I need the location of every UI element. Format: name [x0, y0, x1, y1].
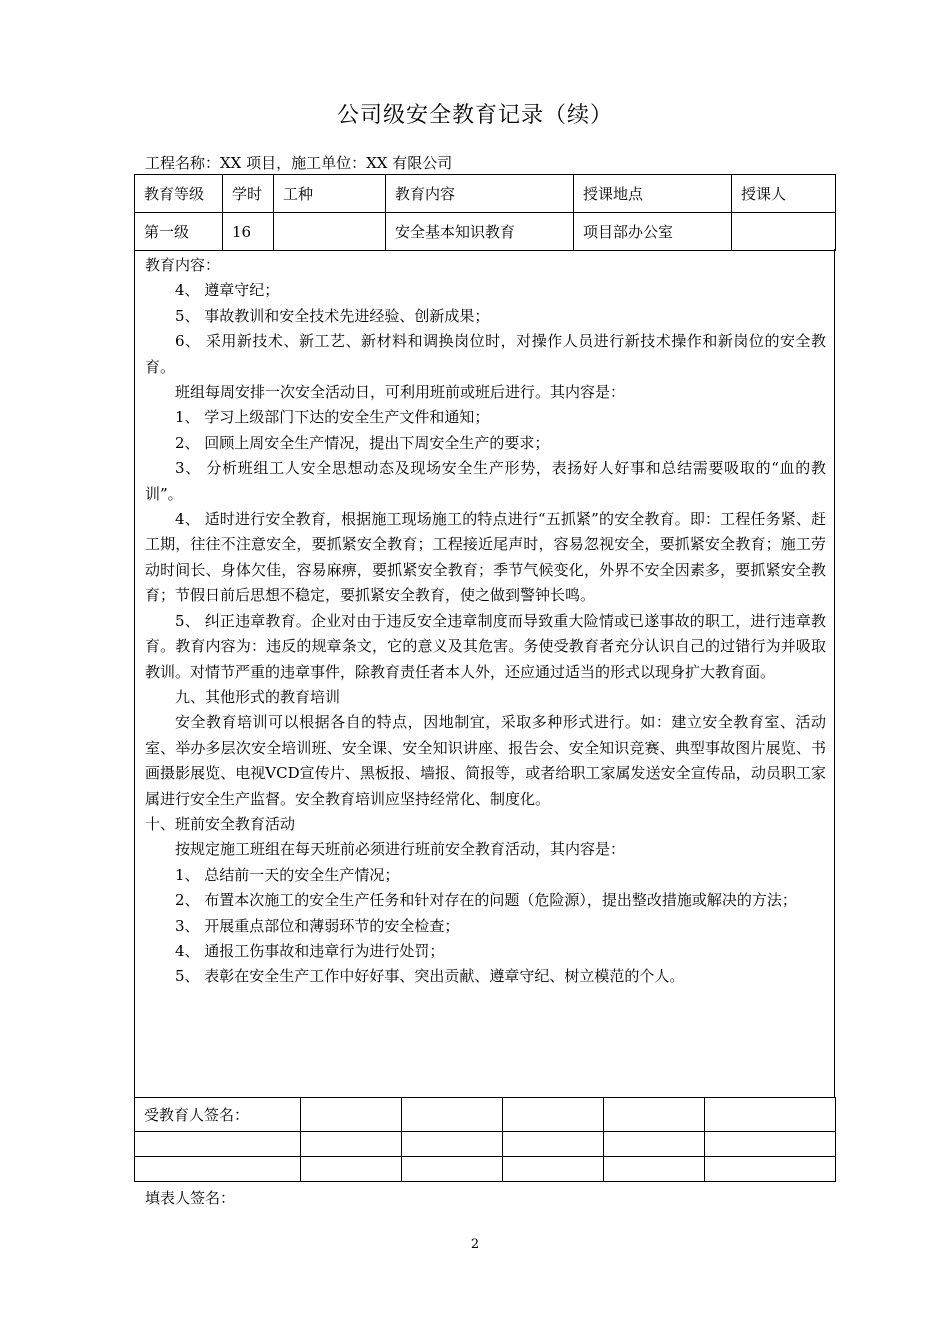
page-number: 2: [470, 1237, 480, 1252]
project-line: 工程名称：XX 项目，施工单位：XX 有限公司: [145, 154, 453, 172]
content-paragraph: 3、 分析班组工人安全思想动态及现场安全生产形势，表扬好人好事和总结需要吸取的“血的教训”。: [145, 459, 826, 503]
signature-cell[interactable]: [705, 1157, 836, 1182]
header-hours: 学时: [223, 175, 274, 213]
signature-cell[interactable]: [402, 1157, 503, 1182]
header-content: 教育内容: [386, 175, 574, 213]
signature-cell[interactable]: [301, 1098, 402, 1132]
signature-cell[interactable]: [705, 1132, 836, 1157]
content-paragraph: 1、 总结前一天的安全生产情况；: [175, 865, 400, 884]
page-title: 公司级安全教育记录（续）: [336, 103, 613, 128]
signature-cell[interactable]: [604, 1098, 705, 1132]
signature-cell[interactable]: [402, 1132, 503, 1157]
table-row: [135, 213, 836, 251]
cell-level: 第一级: [135, 213, 223, 251]
course-table: [134, 174, 836, 251]
content-paragraph: 4、 适时进行安全教育，根据施工现场施工的特点进行“五抓紧”的安全教育。即：工程任务紧、赶工期，往往不注意安全，要抓紧安全教育；工程接近尾声时，容易忽视安全，要抓紧安全教育；施工劳动时间长、身体欠佳，容易麻痹，要抓紧安全教育；季节气候变化，外界不安全因素多，要抓紧安全教育；节假日前后思想不稳定，要抓紧安全教育，使之做到警钟长鸣。: [145, 510, 826, 605]
signature-cell[interactable]: [503, 1157, 604, 1182]
content-paragraph: 3、 开展重点部位和薄弱环节的安全检查；: [175, 916, 460, 935]
content-label: 教育内容：: [145, 256, 221, 274]
cell-instructor: [732, 213, 836, 251]
content-paragraph: 2、 布置本次施工的安全生产任务和针对存在的问题（危险源），提出整改措施或解决的方法；: [175, 891, 797, 910]
education-content: [134, 249, 835, 1097]
signature-cell[interactable]: [604, 1157, 705, 1182]
signature-row: [135, 1157, 836, 1182]
signature-cell[interactable]: [604, 1132, 705, 1157]
content-paragraph: 1、 学习上级部门下达的安全生产文件和通知；: [175, 408, 490, 427]
signature-cell[interactable]: [503, 1132, 604, 1157]
signature-row: [135, 1132, 836, 1157]
header-level: 教育等级: [135, 175, 223, 213]
cell-hours: 16: [223, 213, 274, 251]
content-paragraph: 5、 表彰在安全生产工作中好好事、突出贡献、遵章守纪、树立模范的个人。: [175, 967, 685, 986]
content-paragraph: 班组每周安排一次安全活动日，可利用班前或班后进行。其内容是：: [175, 383, 626, 402]
signature-cell[interactable]: [301, 1157, 402, 1182]
content-paragraph: 4、 通报工伤事故和违章行为进行处罚；: [175, 941, 445, 960]
cell-content: 安全基本知识教育: [386, 213, 574, 251]
content-paragraph: 6、 采用新技术、新工艺、新材料和调换岗位时，对操作人员进行新技术操作和新岗位的安全教育。: [145, 332, 826, 376]
table-header-row: [135, 175, 836, 213]
cell-job-type: [274, 213, 386, 251]
content-paragraph: 安全教育培训可以根据各自的特点，因地制宜，采取多种形式进行。如：建立安全教育室、活动室、举办多层次安全培训班、安全课、安全知识讲座、报告会、安全知识竞赛、典型事故图片展览、书画摄影展览、电视VCD宣传片、黑板报、墙报、简报等，或者给职工家属发送安全宣传品，动员职工家属进行安全生产监督。安全教育培训应坚持经常化、制度化。: [145, 713, 826, 808]
content-paragraph: 4、 遵章守纪；: [175, 281, 280, 300]
signature-table: [134, 1097, 836, 1182]
trainee-signature-label: 受教育人签名：: [135, 1098, 301, 1132]
filler-signature-label: 填表人签名：: [145, 1189, 236, 1207]
header-job-type: 工种: [274, 175, 386, 213]
content-heading: 十、班前安全教育活动: [145, 814, 296, 833]
header-location: 授课地点: [574, 175, 732, 213]
signature-cell[interactable]: [135, 1132, 301, 1157]
header-instructor: 授课人: [732, 175, 836, 213]
content-paragraph: 5、 事故教训和安全技术先进经验、创新成果；: [175, 306, 490, 325]
signature-cell[interactable]: [402, 1098, 503, 1132]
cell-location: 项目部办公室: [574, 213, 732, 251]
signature-cell[interactable]: [503, 1098, 604, 1132]
content-paragraph: 按规定施工班组在每天班前必须进行班前安全教育活动，其内容是：: [175, 840, 626, 859]
signature-cell[interactable]: [705, 1098, 836, 1132]
signature-cell[interactable]: [301, 1132, 402, 1157]
signature-cell[interactable]: [135, 1157, 301, 1182]
content-paragraph: 5、 纠正违章教育。企业对由于违反安全违章制度而导致重大险情或已遂事故的职工，进行违章教育。教育内容为：违反的规章条文，它的意义及其危害。务使受教育者充分认识自己的过错行为并吸取教训。对情节严重的违章事件，除教育责任者本人外，还应通过适当的形式以现身扩大教育面。: [145, 611, 826, 681]
signature-row: [135, 1098, 836, 1132]
content-heading: 九、其他形式的教育培训: [175, 687, 341, 706]
content-paragraph: 2、 回顾上周安全生产情况，提出下周安全生产的要求；: [175, 433, 550, 452]
